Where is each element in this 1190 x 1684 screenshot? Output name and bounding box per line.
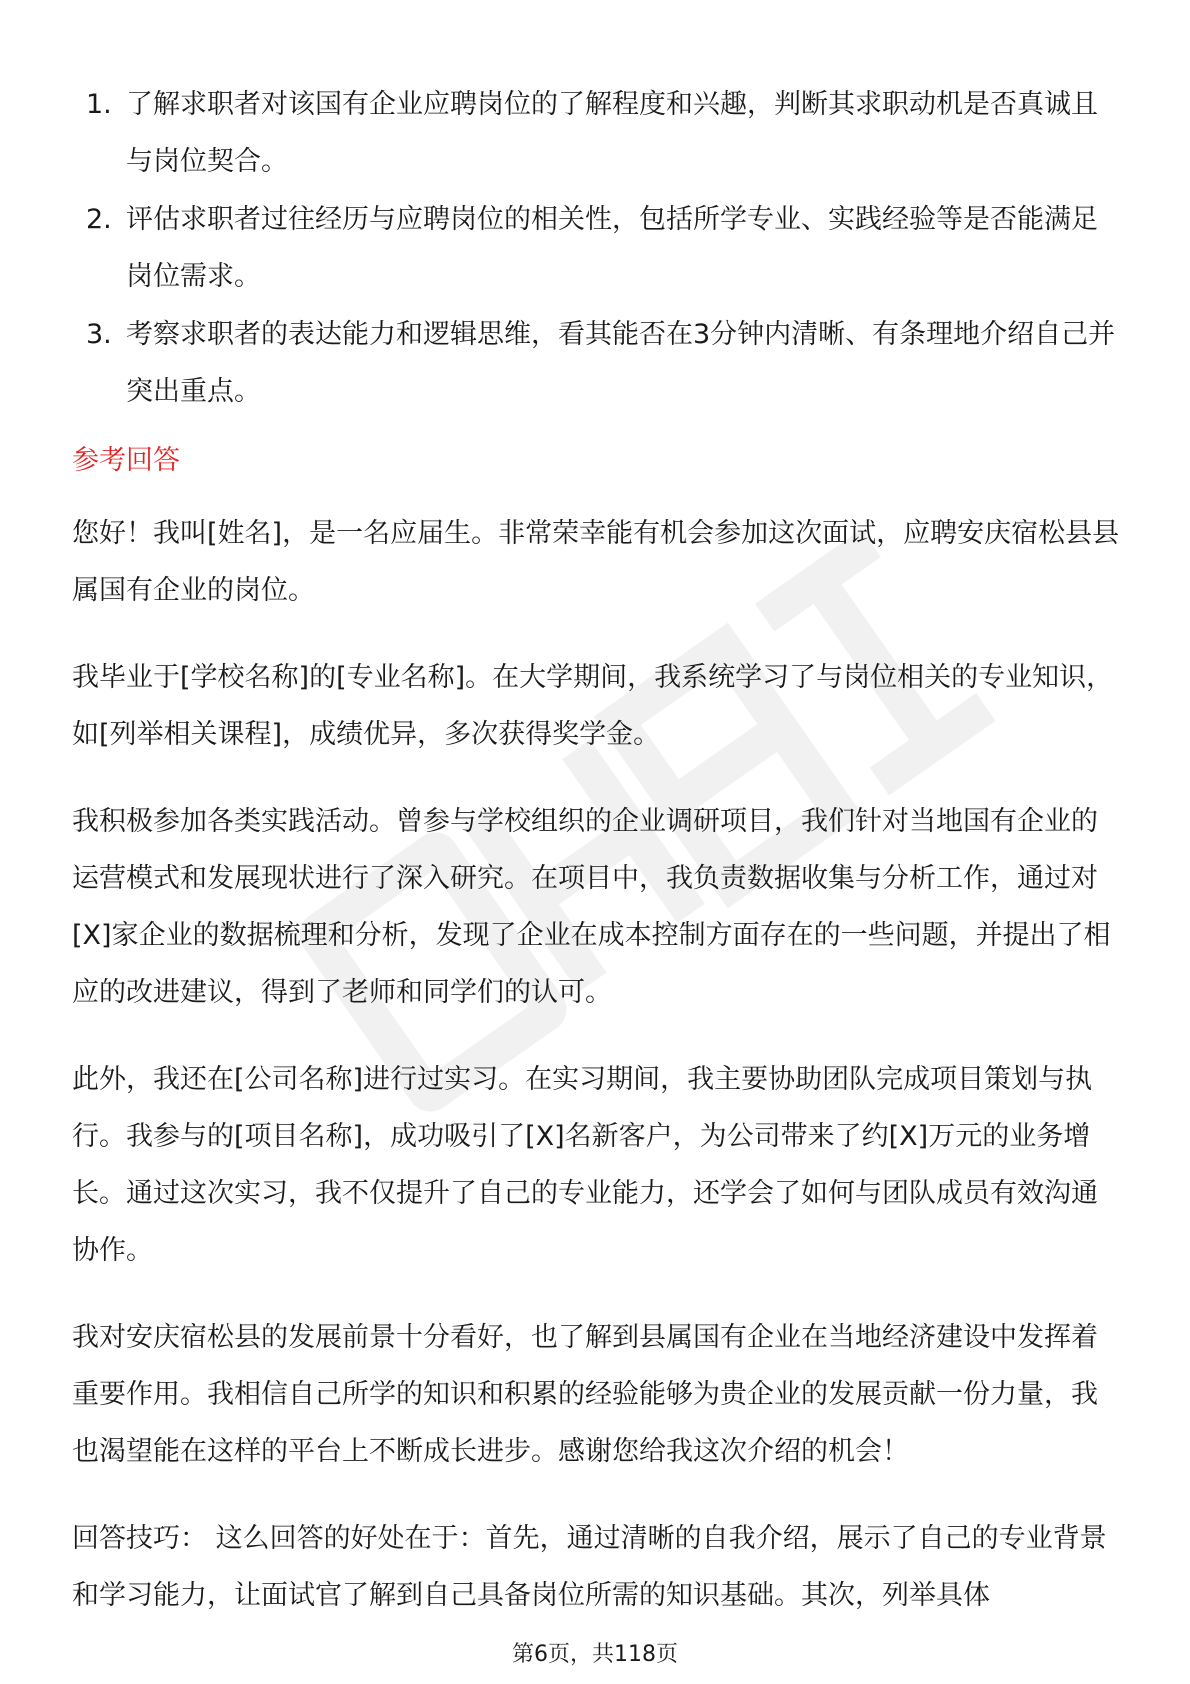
list-item bbox=[72, 306, 1122, 420]
list-item-number: 1. bbox=[86, 89, 112, 120]
list-item bbox=[72, 191, 1122, 305]
list-item-text: 评估求职者过往经历与应聘岗位的相关性，包括所学专业、实践经验等是否能满足岗位需求。 bbox=[126, 204, 1098, 292]
evaluation-points-list bbox=[72, 76, 1122, 420]
list-item-text: 考察求职者的表达能力和逻辑思维，看其能否在3分钟内清晰、有条理地介绍自己并突出重点。 bbox=[126, 319, 1116, 407]
list-item-text: 了解求职者对该国有企业应聘岗位的了解程度和兴趣，判断其求职动机是否真诚且与岗位契合。 bbox=[126, 89, 1098, 177]
section-title: 参考回答 bbox=[72, 445, 180, 476]
page-footer: 第6页，共118页 bbox=[512, 1642, 678, 1667]
answer-paragraph: 我对安庆宿松县的发展前景十分看好，也了解到县属国有企业在当地经济建设中发挥着重要作用。我相信自己所学的知识和积累的经验能够为贵企业的发展贡献一份力量，我也渴望能在这样的平台上不断成长进步。感谢您给我这次介绍的机会！ bbox=[72, 1322, 1098, 1467]
list-item-number: 2. bbox=[86, 204, 112, 235]
answer-paragraph: 您好！我叫[姓名]，是一名应届生。非常荣幸能有机会参加这次面试，应聘安庆宿松县县属国有企业的岗位。 bbox=[72, 518, 1120, 606]
answer-paragraph: 我毕业于[学校名称]的[专业名称]。在大学期间，我系统学习了与岗位相关的专业知识，如[列举相关课程]，成绩优异，多次获得奖学金。 bbox=[72, 662, 1114, 750]
answer-paragraph: 我积极参加各类实践活动。曾参与学校组织的企业调研项目，我们针对当地国有企业的运营模式和发展现状进行了深入研究。在项目中，我负责数据收集与分析工作，通过对[X]家企业的数据梳理和分析，发现了企业在成本控制方面存在的一些问题，并提出了相应的改进建议，得到了老师和同学们的认可。 bbox=[72, 806, 1111, 1008]
main-content bbox=[72, 76, 1122, 1624]
list-item bbox=[72, 76, 1122, 190]
list-item-number: 3. bbox=[86, 319, 112, 350]
answer-tips: 回答技巧： 这么回答的好处在于：首先，通过清晰的自我介绍，展示了自己的专业背景和学习能力，让面试官了解到自己具备岗位所需的知识基础。其次，列举具体 bbox=[72, 1523, 1107, 1611]
answer-paragraph: 此外，我还在[公司名称]进行过实习。在实习期间，我主要协助团队完成项目策划与执行。我参与的[项目名称]，成功吸引了[X]名新客户，为公司带来了约[X]万元的业务增长。通过这次实习，我不仅提升了自己的专业能力，还学会了如何与团队成员有效沟通协作。 bbox=[72, 1064, 1098, 1266]
